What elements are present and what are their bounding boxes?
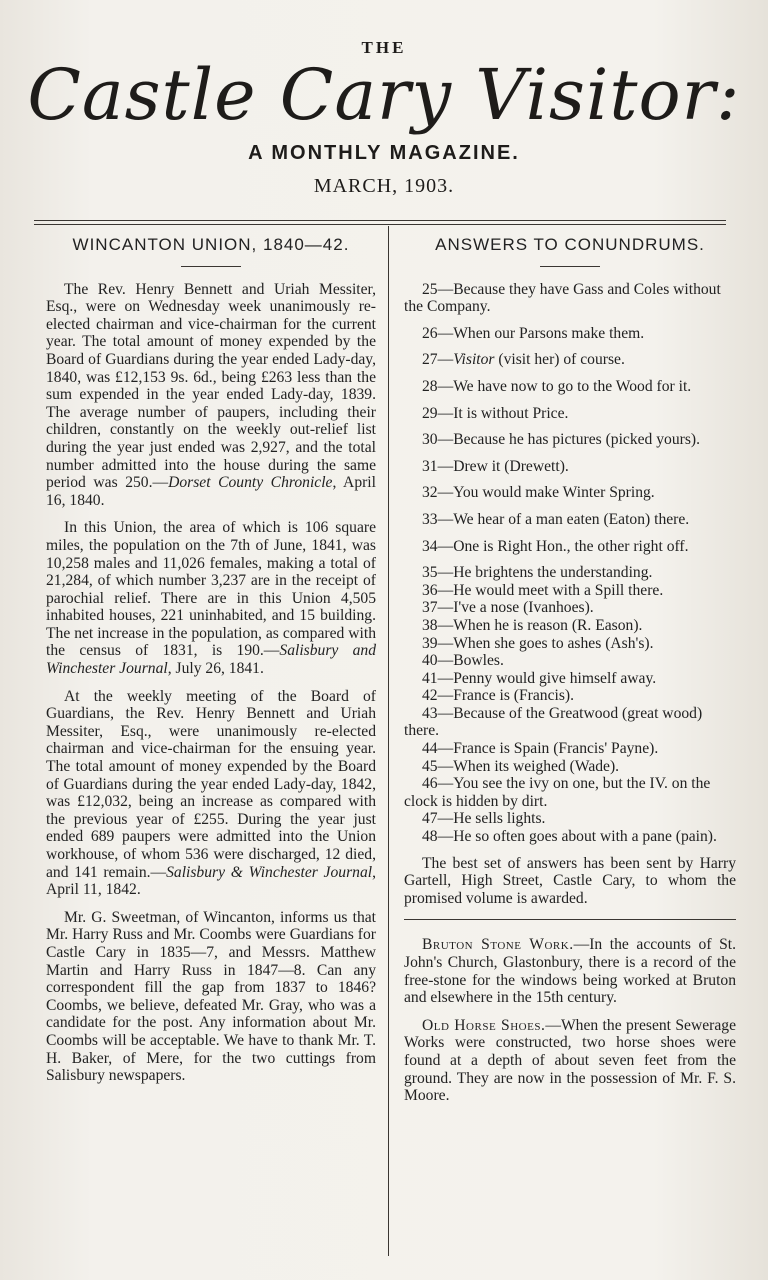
- answer-27: 27—Visitor (visit her) of course.: [422, 351, 625, 369]
- answers-heading: ANSWERS TO CONUNDRUMS.: [435, 235, 705, 254]
- answer-47: 47—He sells lights.: [422, 810, 546, 828]
- magazine-title: Castle Cary Visitor:: [27, 54, 741, 136]
- answers-column: [404, 236, 736, 1115]
- answer-28: 28—We have now to go to the Wood for it.: [422, 377, 692, 395]
- answer-44: 44—France is Spain (Francis' Payne).: [422, 740, 659, 758]
- answer-40: 40—Bowles.: [422, 652, 504, 670]
- magazine-subtitle: A MONTHLY MAGAZINE.: [248, 142, 520, 164]
- answer-38: 38—When he is reason (R. Eason).: [422, 616, 643, 634]
- masthead-double-rule: [34, 220, 726, 225]
- wincanton-heading: WINCANTON UNION, 1840—42.: [72, 235, 350, 254]
- old-horse-shoes-note: Old Horse Shoes.—When the present Sewerage Works were constructed, two horse shoes were found at a depth of about seven feet from the ground. They are now in the possession of Mr. F. S. Moore.: [404, 1016, 736, 1105]
- winner-notice: The best set of answers has been sent by Harry Gartell, High Street, Castle Cary, to whom the promised volume is awarded.: [404, 854, 736, 907]
- bruton-title: Bruton Stone Work.: [422, 936, 574, 954]
- source-dorset-chronicle: Dorset County Chronicle: [168, 474, 333, 492]
- answer-33: 33—We hear of a man eaten (Eaton) there.: [422, 510, 690, 528]
- bruton-stone-work-note: Bruton Stone Work.—In the accounts of St. John's Church, Glastonbury, there is a record of the free-stone for the windows being worked at Bruton and elsewhere in the 15th century.: [404, 936, 736, 1007]
- answer-39: 39—When she goes to ashes (Ash's).: [422, 634, 654, 652]
- source-salisbury-journal-1841: Salisbury and Winchester Journal: [46, 642, 376, 678]
- column-divider: [388, 226, 389, 1256]
- answer-29: 29—It is without Price.: [422, 404, 569, 422]
- wincanton-union-column: [46, 236, 376, 1095]
- answer-45: 45—When its weighed (Wade).: [422, 757, 620, 775]
- answer-26: 26—When our Parsons make them.: [422, 324, 645, 342]
- answer-32: 32—You would make Winter Spring.: [422, 484, 655, 502]
- answer-30: 30—Because he has pictures (picked yours).: [422, 431, 700, 449]
- answer-41: 41—Penny would give himself away.: [422, 669, 657, 687]
- heading-rule: [540, 266, 600, 267]
- answer-34: 34—One is Right Hon., the other right off.: [422, 537, 689, 555]
- masthead: [0, 38, 768, 198]
- horse-shoes-title: Old Horse Shoes.: [422, 1016, 546, 1034]
- answer-42: 42—France is (Francis).: [422, 687, 575, 705]
- masthead-the: THE: [361, 38, 407, 57]
- issue-date: MARCH, 1903.: [313, 175, 455, 197]
- answer-25: 25—Because they have Gass and Coles without the Company.: [404, 280, 721, 316]
- source-salisbury-journal-1842: Salisbury & Winchester Journal: [166, 863, 373, 881]
- section-rule: [404, 919, 736, 920]
- answer-36: 36—He would meet with a Spill there.: [422, 581, 664, 599]
- answer-37: 37—I've a nose (Ivanhoes).: [422, 599, 594, 617]
- answer-46: 46—You see the ivy on one, but the IV. on the clock is hidden by dirt.: [404, 775, 711, 810]
- answer-35: 35—He brightens the understanding.: [422, 564, 653, 582]
- answer-31: 31—Drew it (Drewett).: [422, 457, 569, 475]
- paragraph-1841: In this Union, the area of which is 106 square miles, the population on the 7th of June, 1841, was 10,258 males and 11,026 females, making a total of 21,284, of which number 3,237 are in the receipt of parochial relief. There are in this Union 4,505 inhabited houses, 221 uninhabited, and 15 building. The net increase in the population, as compared with the census of 1831, is 190.—Salisbury and Winchester Journal, July 26, 1841.: [46, 519, 376, 678]
- answer-43: 43—Because of the Greatwood (great wood) there.: [404, 704, 703, 740]
- paragraph-1840: The Rev. Henry Bennett and Uriah Messiter, Esq., were on Wednesday week unanimously re-elected chairman and vice-chairman for the current year. The total amount of money expended by the Board of Guardians during the year ended Lady-day, 1840, was £12,153 9s. 6d., being £263 less than the sum expended in the year ended Lady-day, 1839. The average number of paupers, including their children, constantly on the weekly out-relief list during the year just ended was 2,927, and the total number admitted into the house during the same period was 250.—Dorset County Chronicle, April 16, 1840.: [46, 280, 376, 509]
- heading-rule: [181, 266, 241, 267]
- paragraph-1842: At the weekly meeting of the Board of Guardians, the Rev. Henry Bennett and Uriah Messiter, Esq., were unanimously re-elected chairman and vice-chairman for the ensuing year. The total amount of money expended by the Board of Guardians during the year ended Lady-day, 1842, was £12,032, being an increase as compared with the previous year of £255. During the year just ended 689 paupers were admitted into the Union workhouse, of whom 536 were discharged, 12 died, and 141 remain.—Salisbury & Winchester Journal, April 11, 1842.: [46, 687, 376, 899]
- answer-48: 48—He so often goes about with a pane (pain).: [422, 828, 717, 846]
- paragraph-sweetman: Mr. G. Sweetman, of Wincanton, informs us that Mr. Harry Russ and Mr. Coombs were Guardians for Castle Cary in 1835—7, and Messrs. Matthew Martin and Harry Russ in 1847—8. Can any correspondent fill the gap from 1837 to 1846? Coombs, we believe, defeated Mr. Gray, who was a candidate for the post. Any information about Mr. Coombs will be acceptable. We have to thank Mr. T. H. Baker, of Mere, for the two cuttings from Salisbury newspapers.: [46, 908, 376, 1085]
